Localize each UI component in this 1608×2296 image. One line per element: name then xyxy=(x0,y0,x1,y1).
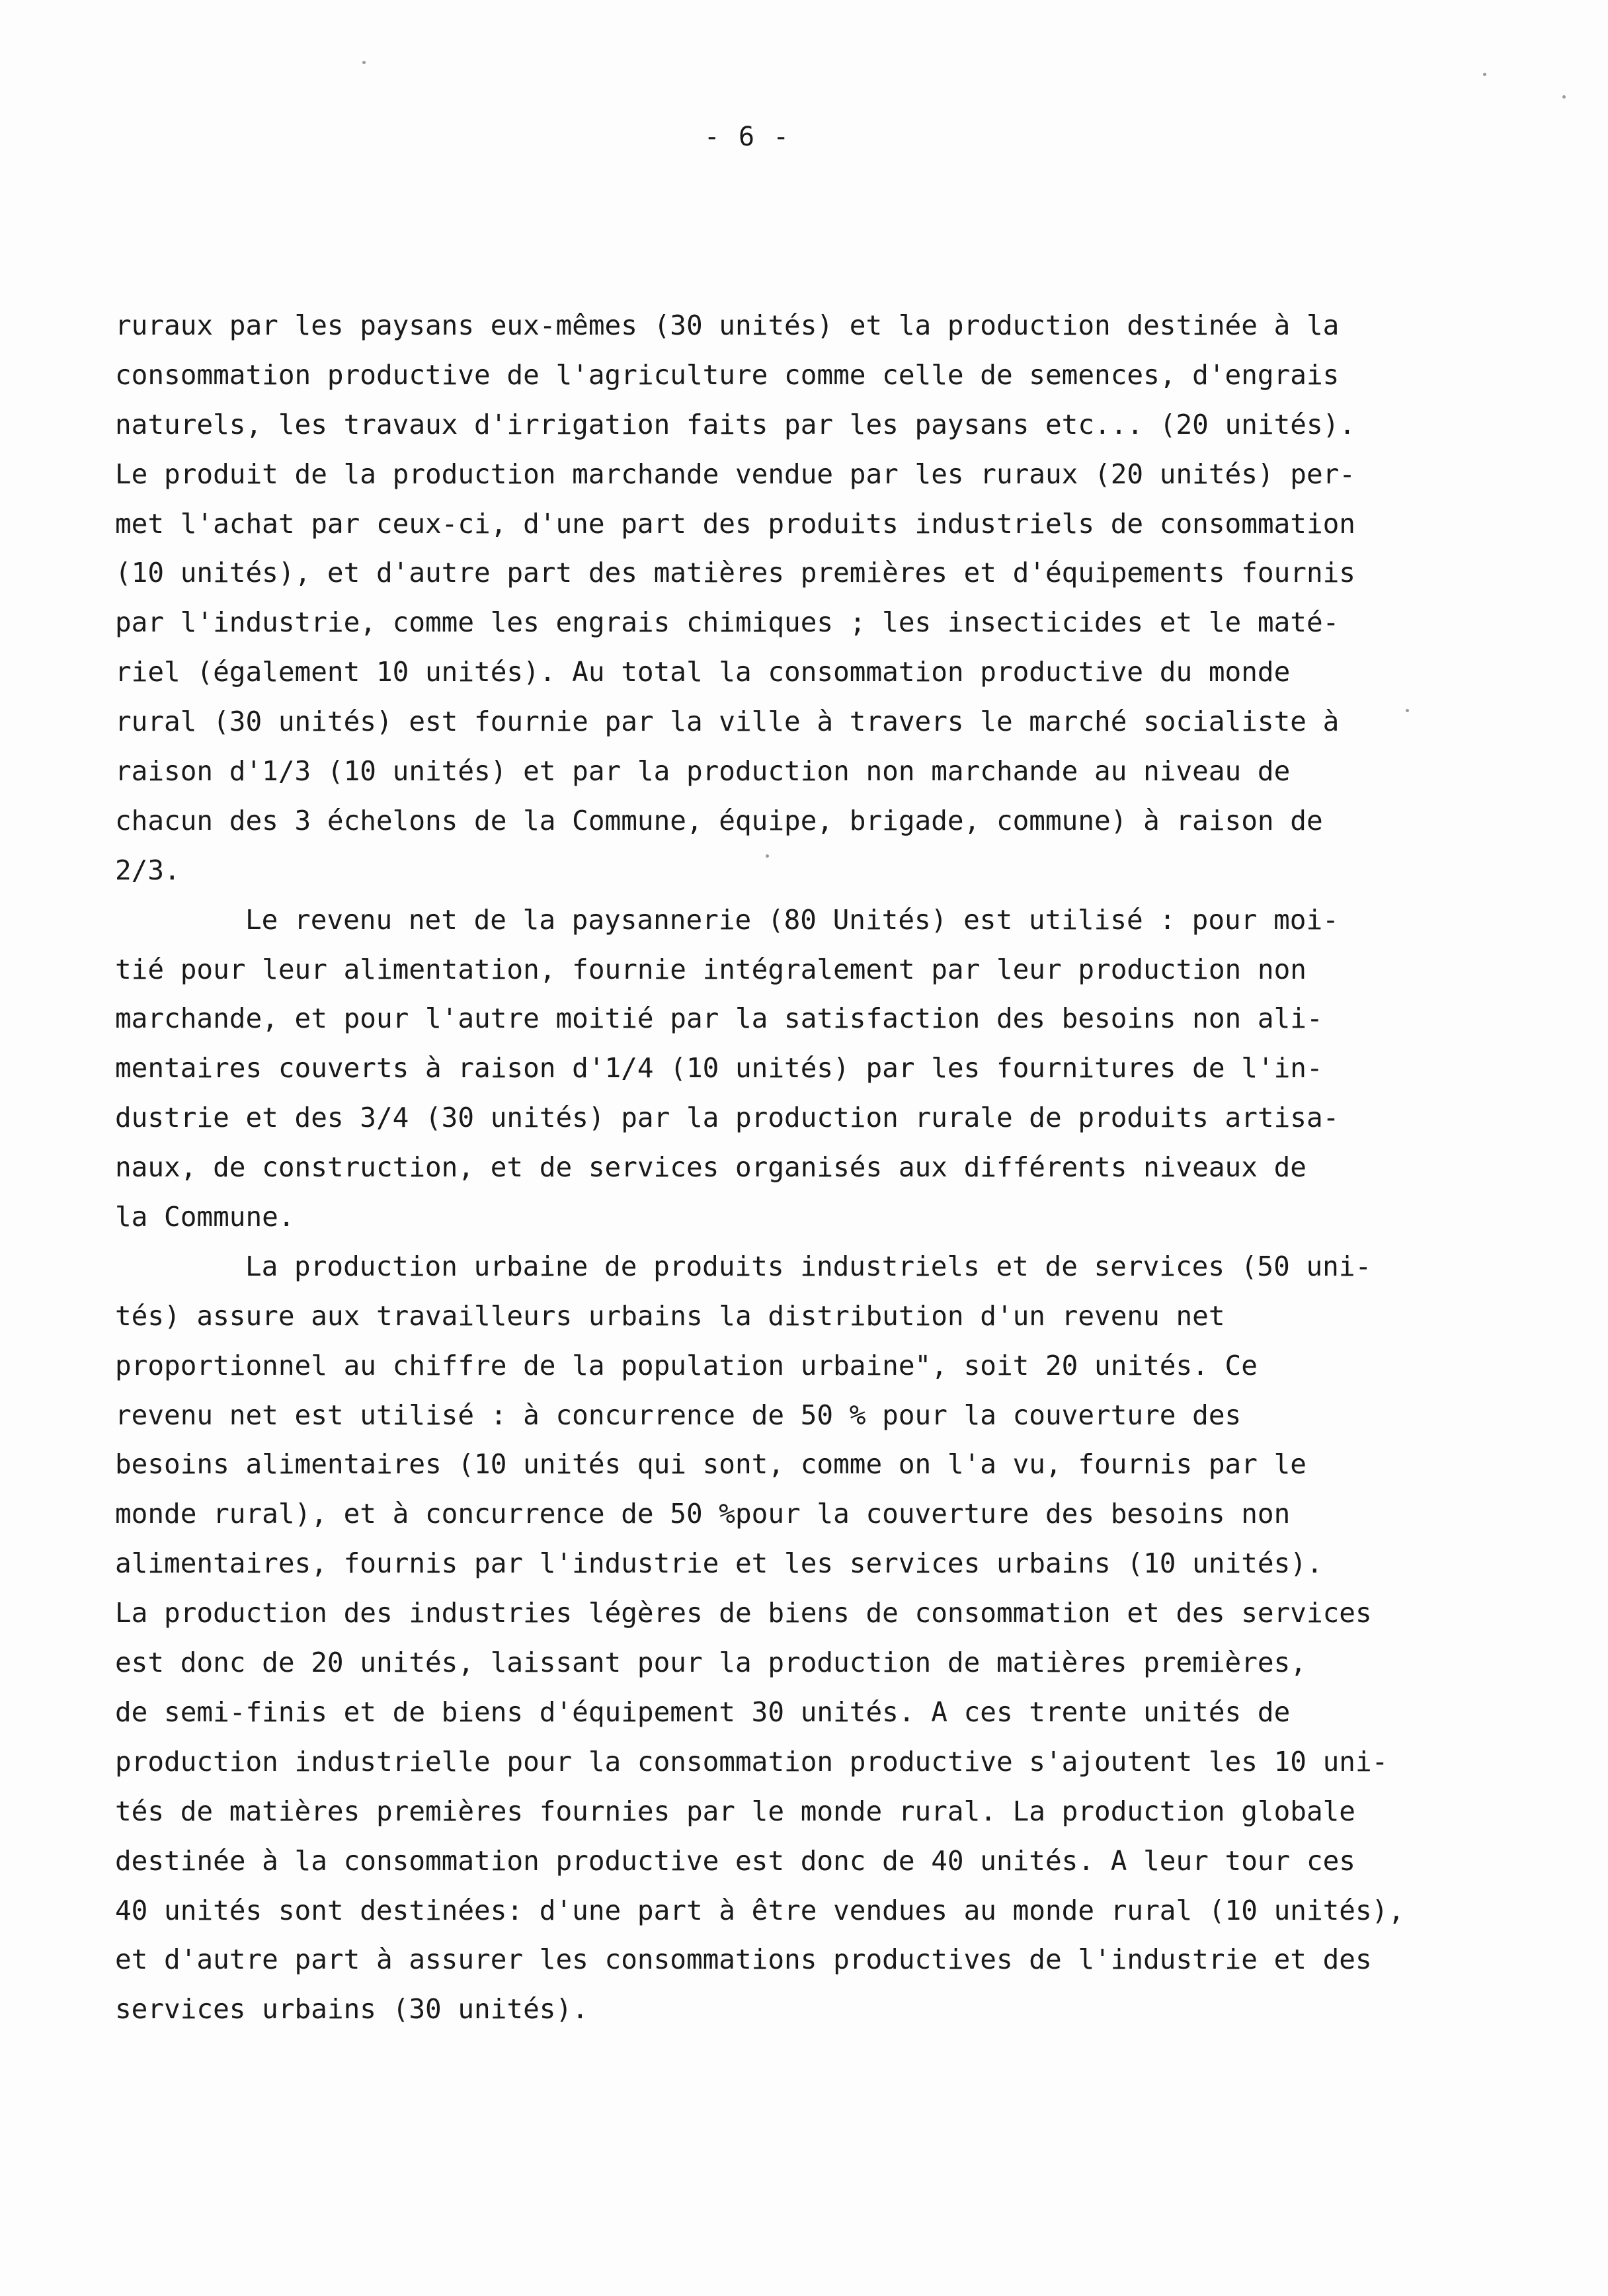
text-line: et d'autre part à assurer les consommations productives de l'industrie et des xyxy=(115,1944,1372,1976)
scan-speck xyxy=(1562,95,1566,99)
text-line: production industrielle pour la consommation productive s'ajoutent les 10 uni- xyxy=(115,1745,1388,1778)
text-line: revenu net est utilisé : à concurrence de 50 % pour la couverture des xyxy=(115,1399,1242,1431)
text-line: marchande, et pour l'autre moitié par la satisfaction des besoins non ali- xyxy=(115,1003,1323,1035)
text-line: consommation productive de l'agriculture comme celle de semences, d'engrais xyxy=(115,358,1340,391)
text-line: services urbains (30 unités). xyxy=(115,1993,588,2026)
text-line: naturels, les travaux d'irrigation faits par les paysans etc... (20 unités). xyxy=(115,408,1355,440)
paragraph-first-line: La production urbaine de produits industriels et de services (50 uni- xyxy=(245,1250,1372,1282)
scan-speck xyxy=(1406,709,1409,712)
text-line: besoins alimentaires (10 unités qui sont, comme on l'a vu, fournis par le xyxy=(115,1448,1306,1481)
body-text xyxy=(115,301,1437,2034)
text-line: (10 unités), et d'autre part des matières premières et d'équipements fournis xyxy=(115,557,1355,589)
text-line: proportionnel au chiffre de la population urbaine", soit 20 unités. Ce xyxy=(115,1349,1258,1381)
text-line: Le produit de la production marchande vendue par les ruraux (20 unités) per- xyxy=(115,458,1355,490)
text-line: La production des industries légères de biens de consommation et des services xyxy=(115,1597,1372,1629)
text-line: mentaires couverts à raison d'1/4 (10 unités) par les fournitures de l'in- xyxy=(115,1052,1323,1085)
text-line: tés) assure aux travailleurs urbains la distribution d'un revenu net xyxy=(115,1299,1225,1332)
paragraph-first-line: Le revenu net de la paysannerie (80 Unités) est utilisé : pour moi- xyxy=(245,903,1339,936)
text-line: dustrie et des 3/4 (30 unités) par la production rurale de produits artisa- xyxy=(115,1102,1340,1134)
page-number: - 6 - xyxy=(704,122,791,152)
text-line: la Commune. xyxy=(115,1201,295,1233)
text-line: destinée à la consommation productive est donc de 40 unités. A leur tour ces xyxy=(115,1844,1355,1877)
text-line: rural (30 unités) est fournie par la ville à travers le marché socialiste à xyxy=(115,706,1340,738)
scan-speck xyxy=(766,854,769,858)
text-line: 40 unités sont destinées: d'une part à être vendues au monde rural (10 unités), xyxy=(115,1894,1405,1926)
text-line: 2/3. xyxy=(115,854,181,886)
text-line: par l'industrie, comme les engrais chimiques ; les insecticides et le maté- xyxy=(115,606,1340,639)
text-line: chacun des 3 échelons de la Commune, équipe, brigade, commune) à raison de xyxy=(115,804,1323,837)
scan-speck xyxy=(362,61,366,64)
text-line: riel (également 10 unités). Au total la consommation productive du monde xyxy=(115,656,1291,688)
text-line: de semi-finis et de biens d'équipement 30 unités. A ces trente unités de xyxy=(115,1696,1291,1728)
scan-speck xyxy=(1483,73,1486,76)
text-line: tié pour leur alimentation, fournie intégralement par leur production non xyxy=(115,953,1306,985)
text-line: raison d'1/3 (10 unités) et par la production non marchande au niveau de xyxy=(115,755,1291,788)
text-line: alimentaires, fournis par l'industrie et les services urbains (10 unités). xyxy=(115,1547,1323,1580)
text-line: met l'achat par ceux-ci, d'une part des produits industriels de consommation xyxy=(115,507,1355,540)
text-line: ruraux par les paysans eux-mêmes (30 unités) et la production destinée à la xyxy=(115,309,1340,341)
text-line: est donc de 20 unités, laissant pour la production de matières premières, xyxy=(115,1647,1306,1679)
text-line: tés de matières premières fournies par le monde rural. La production globale xyxy=(115,1795,1355,1827)
text-line: monde rural), et à concurrence de 50 %pour la couverture des besoins non xyxy=(115,1498,1291,1530)
text-line: naux, de construction, et de services organisés aux différents niveaux de xyxy=(115,1151,1306,1184)
